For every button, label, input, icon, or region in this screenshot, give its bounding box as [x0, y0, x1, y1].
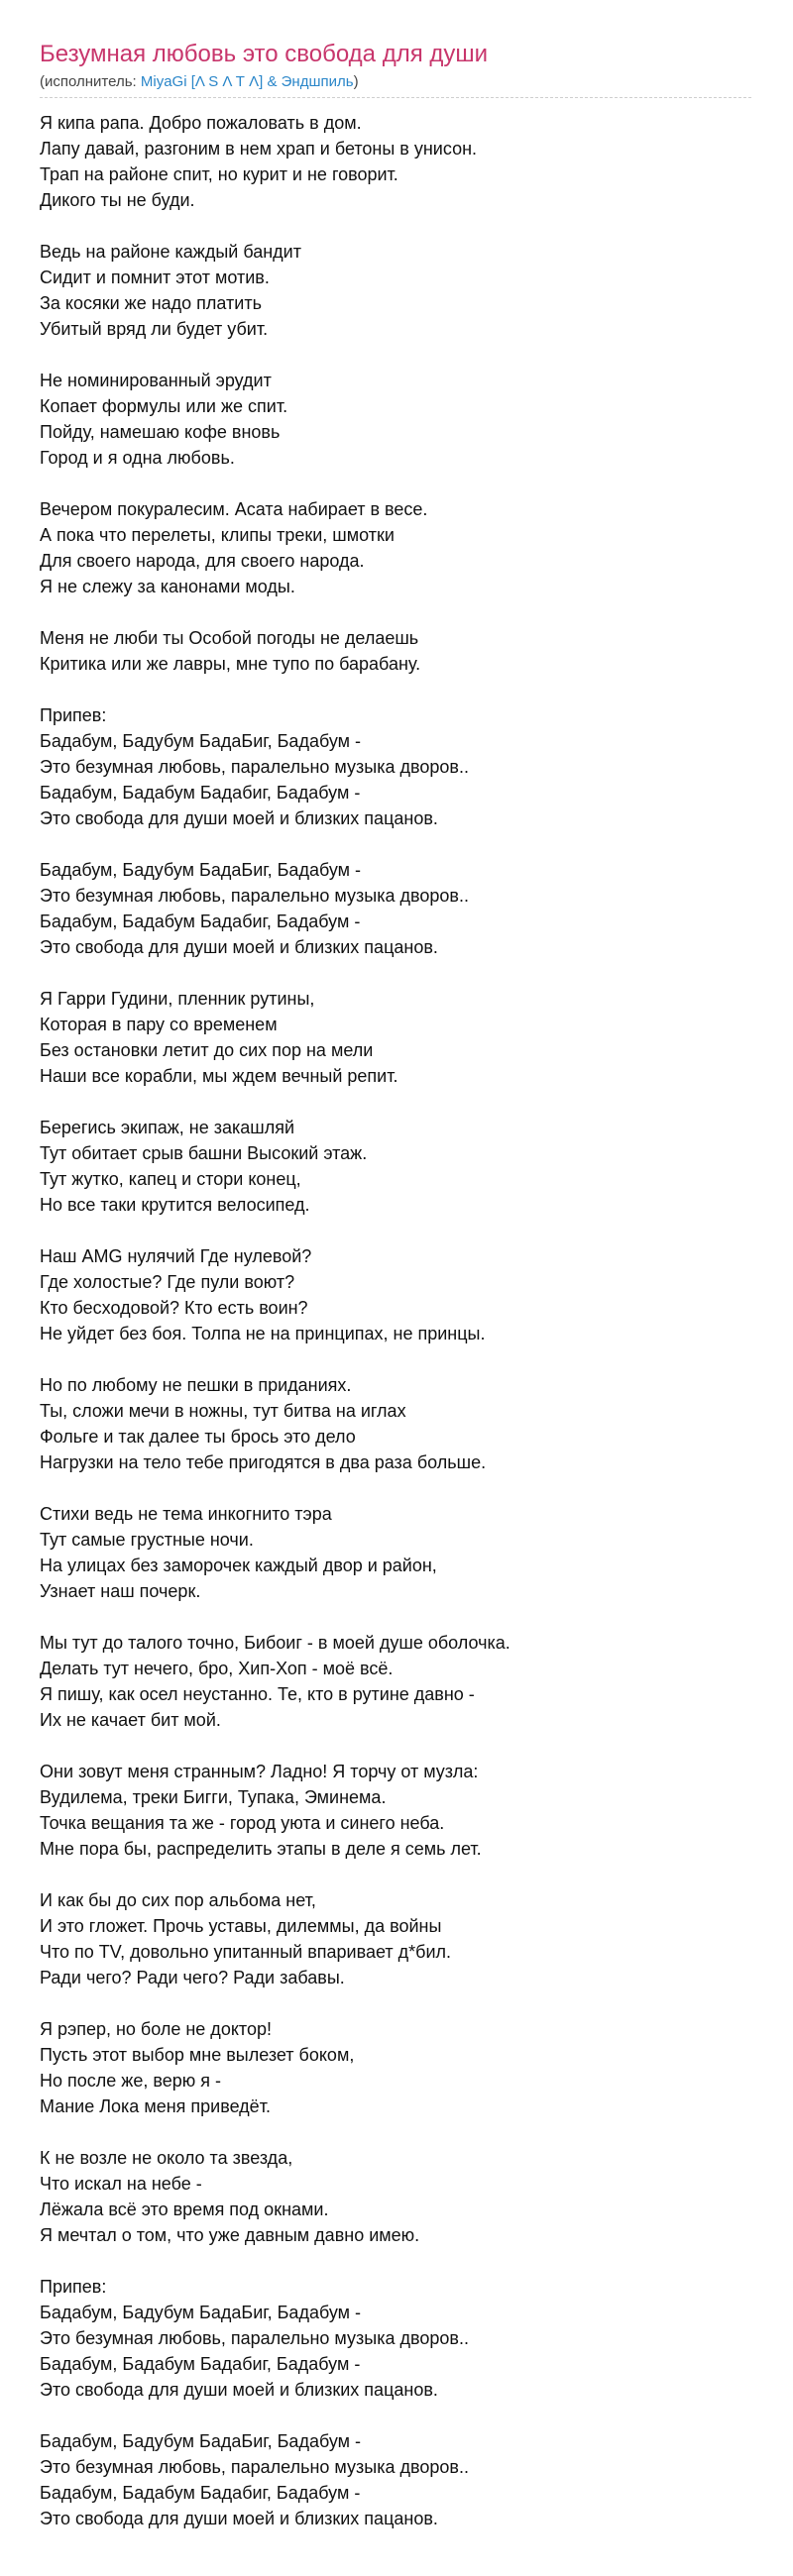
artist-byline: [40, 73, 793, 91]
lyric-line: Стихи ведь не тема инкогнито тэра: [40, 1504, 332, 1524]
lyric-line: Я не слежу за канонами моды.: [40, 577, 295, 596]
lyric-line: Припев:: [40, 705, 107, 725]
lyric-line: Которая в пару со временем: [40, 1015, 278, 1034]
lyric-line: Бадабум, Бадабум Бадабиг, Бадабум -: [40, 783, 361, 803]
lyric-line: За косяки же надо платить: [40, 293, 262, 313]
page-title: Безумная любовь это свобода для души: [40, 41, 489, 67]
lyric-line: Мание Лока меня приведёт.: [40, 2096, 271, 2116]
lyric-line: Это безумная любовь, паралельно музыка дворов..: [40, 2328, 469, 2348]
lyric-line: Где холостые? Где пули воют?: [40, 1272, 295, 1292]
lyric-line: Это свобода для души моей и близких пацанов.: [40, 937, 438, 957]
lyric-line: Лёжала всё это время под окнами.: [40, 2200, 329, 2219]
lyric-line: Я кипа рапа. Добро пожаловать в дом.: [40, 113, 362, 133]
lyric-line: Берегись экипаж, не закашляй: [40, 1118, 295, 1137]
lyrics-stanza: [40, 2016, 753, 2119]
lyric-line: Я пишу, как осел неустанно. Те, кто в рутине давно -: [40, 1684, 475, 1704]
lyric-line: Ради чего? Ради чего? Ради забавы.: [40, 1968, 345, 1987]
lyric-line: Бадабум, Бадабум Бадабиг, Бадабум -: [40, 912, 361, 931]
lyrics-stanza: [40, 496, 753, 599]
lyric-line: И это гложет. Прочь уставы, дилеммы, да войны: [40, 1916, 442, 1936]
lyrics-stanza: [40, 986, 753, 1089]
lyric-line: Город и я одна любовь.: [40, 448, 235, 468]
lyrics-stanza: [40, 110, 753, 213]
lyric-line: Узнает наш почерк.: [40, 1581, 201, 1601]
lyric-line: Не номинированный эрудит: [40, 371, 272, 390]
lyric-line: Трап на районе спит, но курит и не говорит.: [40, 164, 398, 184]
lyrics-stanza: [40, 2428, 753, 2531]
lyric-line: На улицах без заморочек каждый двор и район,: [40, 1556, 437, 1575]
lyric-line: Мне пора бы, распределить этапы в деле я семь лет.: [40, 1839, 482, 1859]
byline-prefix: (исполнитель:: [40, 73, 141, 90]
lyric-line: Копает формулы или же спит.: [40, 396, 288, 416]
lyric-line: Пусть этот выбор мне вылезет боком,: [40, 2045, 355, 2065]
lyric-line: Это свобода для души моей и близких пацанов.: [40, 808, 438, 828]
lyric-line: Не уйдет без боя. Толпа не на принципах, не принцы.: [40, 1324, 486, 1343]
byline-suffix: ): [353, 73, 359, 90]
lyric-line: Бадабум, Бадабум Бадабиг, Бадабум -: [40, 2354, 361, 2374]
lyric-line: Лапу давай, разгоним в нем храп и бетоны в унисон.: [40, 139, 478, 159]
lyrics-stanza: [40, 2274, 753, 2403]
lyric-line: Это свобода для души моей и близких пацанов.: [40, 2509, 438, 2528]
lyric-line: Ведь на районе каждый бандит: [40, 242, 301, 262]
lyric-line: Но после же, верю я -: [40, 2071, 221, 2091]
lyrics-stanza: [40, 1630, 753, 1733]
lyric-line: Кто бесходовой? Кто есть воин?: [40, 1298, 308, 1318]
lyric-line: Точка вещания та же - город уюта и синего неба.: [40, 1813, 445, 1833]
lyric-line: Вудилема, треки Бигги, Тупака, Эминема.: [40, 1787, 387, 1807]
lyric-line: Что искал на небе -: [40, 2174, 202, 2194]
lyric-line: Они зовут меня странным? Ладно! Я торчу от музла:: [40, 1762, 479, 1781]
lyric-line: Пойду, намешаю кофе вновь: [40, 422, 281, 442]
lyrics-stanza: [40, 1243, 753, 1346]
lyrics-stanza: [40, 1372, 753, 1475]
lyric-line: Это безумная любовь, паралельно музыка дворов..: [40, 886, 469, 906]
lyric-line: Убитый вряд ли будет убит.: [40, 319, 269, 339]
lyrics-stanza: [40, 368, 753, 471]
lyrics-stanza: [40, 857, 753, 960]
artist-link[interactable]: MiyaGi [Λ S Λ Т Λ] & Эндшпиль: [140, 73, 354, 90]
lyrics-stanza: [40, 1501, 753, 1604]
lyric-line: Критика или же лавры, мне тупо по барабану.: [40, 654, 421, 674]
lyrics-stanza: [40, 1115, 753, 1218]
lyric-line: Тут жутко, капец и стори конец,: [40, 1169, 301, 1189]
lyric-line: К не возле не около та звезда,: [40, 2148, 293, 2168]
lyric-line: Делать тут нечего, бро, Хип-Хоп - моё всё.: [40, 1659, 394, 1678]
lyric-line: Но все таки крутится велосипед.: [40, 1195, 310, 1215]
lyric-line: Это безумная любовь, паралельно музыка дворов..: [40, 757, 469, 777]
lyric-line: Мы тут до талого точно, Бибоиг - в моей душе оболочка.: [40, 1633, 510, 1653]
lyrics-stanza: [40, 625, 753, 677]
lyric-line: Бадабум, Бадубум БадаБиг, Бадабум -: [40, 860, 362, 880]
lyric-line: Ты, сложи мечи в ножны, тут битва на иглах: [40, 1401, 406, 1421]
lyric-line: Бадабум, Бадубум БадаБиг, Бадабум -: [40, 2303, 362, 2322]
lyric-line: Их не качает бит мой.: [40, 1710, 221, 1730]
lyric-line: Для своего народа, для своего народа.: [40, 551, 365, 571]
lyric-line: Но по любому не пешки в приданиях.: [40, 1375, 352, 1395]
lyric-line: Я рэпер, но боле не доктор!: [40, 2019, 272, 2039]
lyric-line: Сидит и помнит этот мотив.: [40, 268, 270, 287]
lyric-line: Бадабум, Бадабум Бадабиг, Бадабум -: [40, 2483, 361, 2503]
lyric-line: Тут обитает срыв башни Высокий этаж.: [40, 1143, 368, 1163]
lyric-line: Тут самые грустные ночи.: [40, 1530, 254, 1550]
lyric-line: А пока что перелеты, клипы треки, шмотки: [40, 525, 395, 545]
lyric-line: Меня не люби ты Особой погоды не делаешь: [40, 628, 419, 648]
lyrics-stanza: [40, 702, 753, 831]
title-divider: [40, 97, 751, 98]
lyric-line: И как бы до сих пор альбома нет,: [40, 1890, 316, 1910]
lyric-line: Без остановки летит до сих пор на мели: [40, 1040, 374, 1060]
lyric-line: Нагрузки на тело тебе пригодятся в два раза больше.: [40, 1452, 487, 1472]
lyric-line: Припев:: [40, 2277, 107, 2297]
lyric-line: Бадабум, Бадубум БадаБиг, Бадабум -: [40, 731, 362, 751]
lyrics-stanza: [40, 1759, 753, 1862]
lyric-line: Я мечтал о том, что уже давным давно имею.: [40, 2225, 420, 2245]
lyrics-body: [40, 110, 753, 2531]
lyric-line: Бадабум, Бадубум БадаБиг, Бадабум -: [40, 2431, 362, 2451]
lyrics-stanza: [40, 1887, 753, 1990]
lyric-line: Дикого ты не буди.: [40, 190, 195, 210]
lyric-line: Это свобода для души моей и близких пацанов.: [40, 2380, 438, 2400]
lyrics-stanza: [40, 239, 753, 342]
lyric-line: Это безумная любовь, паралельно музыка дворов..: [40, 2457, 469, 2477]
lyric-line: Наш AMG нулячий Где нулевой?: [40, 1246, 312, 1266]
lyrics-stanza: [40, 2145, 753, 2248]
lyric-line: Фольге и так далее ты брось это дело: [40, 1427, 356, 1447]
lyric-line: Я Гарри Гудини, пленник рутины,: [40, 989, 315, 1009]
lyric-line: Наши все корабли, мы ждем вечный репит.: [40, 1066, 398, 1086]
lyric-line: Вечером покуралесим. Асата набирает в весе.: [40, 499, 428, 519]
lyric-line: Что по TV, довольно упитанный впаривает д*бил.: [40, 1942, 452, 1962]
